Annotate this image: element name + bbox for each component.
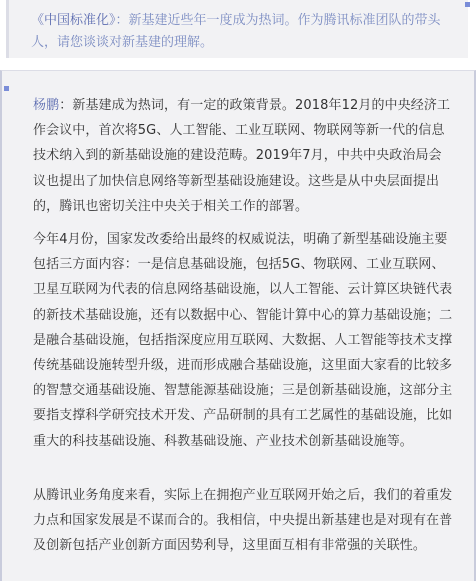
answer-paragraph-1-text: 新基建成为热词，有一定的政策背景。2018年12月的中央经济工作会议中，首次将5G、人工智能、工业互联网、物联网等新一代的信息技术纳入到的新基础设施的建设范畴。2019年7月，中共中央政治局会议也提出了加快信息网络等新型基础设施建设。这些是从中央层面提出的，腾讯也密切关注中央关于相关工作的部署。	[33, 98, 451, 214]
answer-speaker: 杨鹏	[33, 98, 60, 113]
answer-paragraph-2: 今年4月份，国家发改委给出最终的权威说法，明确了新型基础设施主要包括三方面内容：一是信息基础设施，包括5G、物联网、工业互联网、卫星互联网为代表的信息网络基础设施，以人工智能、云计算区块链代表的新技术基础设施，还有以数据中心、智能计算中心的算力基础设施；二是融合基础设施，包括指深度应用互联网、大数据、人工智能等技术支撑传统基础设施转型升级，进而形成融合基础设施，这里面大家看的比较多的智慧交通基础设施、智慧能源基础设施；三是创新基础设施，这部分主要指支撑科学研究技术开发、产品研制的具有工艺属性的基础设施，比如重大的科技基础设施、科教基础设施、产业技术创新基础设施等。	[33, 232, 453, 449]
decorative-square-corner	[4, 86, 9, 91]
question-block	[6, 0, 468, 58]
answer-separator: ：	[59, 98, 73, 113]
answer-block	[0, 70, 476, 581]
answer-paragraph-1	[33, 93, 453, 219]
decorative-square-top	[465, 2, 470, 7]
answer-paragraph-3: 从腾讯业务角度来看，实际上在拥抱产业互联网开始之后，我们的着重发力点和国家发展是不谋而合的。我相信，中央提出新基建也是对现有在普及创新包括产业创新方面因势利导，这里面互相有非常强的关联性。	[33, 488, 453, 554]
question-body: 新基建近些年一度成为热词。作为腾讯标准团队的带头人，请您谈谈对新基建的理解。	[31, 13, 441, 50]
question-separator: ：	[115, 13, 129, 28]
question-source: 《中国标准化》	[31, 13, 116, 28]
question-text	[31, 10, 459, 54]
